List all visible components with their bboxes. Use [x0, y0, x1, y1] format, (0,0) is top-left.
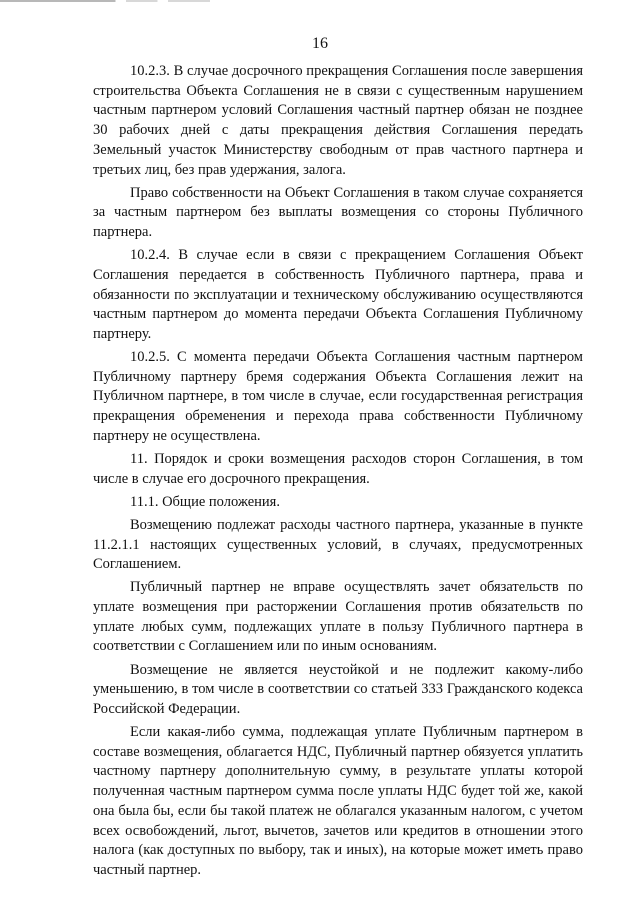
- clause-11-1-heading: 11.1. Общие положения.: [130, 493, 280, 510]
- penalty-paragraph: Возмещение не является неустойкой и не подлежит какому-либо уменьшению, в том числе в соответствии со статьей 333 Гражданского кодекса Российской Федерации.: [93, 661, 583, 717]
- clause-10-2-4: 10.2.4. В случае если в связи с прекращением Соглашения Объект Соглашения передается в собственность Публичного партнера, права и обязанности по эксплуатации и техническому обслуживанию осуществляются частным партнером до момента передачи Объекта Соглашения Публичному партнеру.: [93, 247, 583, 342]
- clause-10-2-5: 10.2.5. С момента передачи Объекта Соглашения частным партнером Публичному партнеру бремя содержания Объекта Соглашения лежит на Публичном партнере, в том числе в случае, если государственная регистрация прекращения обременения и перехода права собственности Публичному партнеру не осуществлена.: [93, 349, 583, 444]
- vat-paragraph: Если какая-либо сумма, подлежащая уплате Публичным партнером в составе возмещения, облагается НДС, Публичный партнер обязуется уплатить частному партнеру дополнительную сумму, в результате уплаты которой полученная частным партнером сумма после уплаты НДС будет той же, какой она была бы, если бы такой платеж не облагался указанным налогом, с учетом всех освобождений, льгот, вычетов, зачетов или кредитов в отношении этого налога (как доступных по выбору, так и иных), на которые может иметь право частный партнер.: [93, 724, 583, 878]
- scan-edge-mark: [0, 0, 210, 2]
- page-number: 16: [312, 35, 328, 52]
- ownership-paragraph: Право собственности на Объект Соглашения в таком случае сохраняется за частным партнером без выплаты возмещения со стороны Публичного партнера.: [93, 184, 583, 241]
- reimbursement-paragraph: Возмещению подлежат расходы частного партнера, указанные в пункте 11.2.1.1 настоящих существенных условий, в случаях, предусмотренных Соглашением.: [93, 516, 583, 573]
- document-body: [93, 62, 583, 881]
- offset-paragraph: Публичный партнер не вправе осуществлять зачет обязательств по уплате возмещения при расторжении Соглашения против обязательств по уплате любых сумм, подлежащих уплате в пользу Публичного партнера в соответствии с Соглашением или по иным основаниям.: [93, 579, 583, 655]
- section-11-heading: 11. Порядок и сроки возмещения расходов сторон Соглашения, в том числе в случае его досрочного прекращения.: [93, 450, 583, 487]
- clause-10-2-3: 10.2.3. В случае досрочного прекращения Соглашения после завершения строительства Объекта Соглашения не в связи с существенным нарушением частным партнером условий Соглашения частный партнер обязан не позднее 30 рабочих дней с даты прекращения действия Соглашения передать Земельный участок Министерству свободным от прав частного партнера и третьих лиц, без прав удержания, залога.: [93, 63, 583, 178]
